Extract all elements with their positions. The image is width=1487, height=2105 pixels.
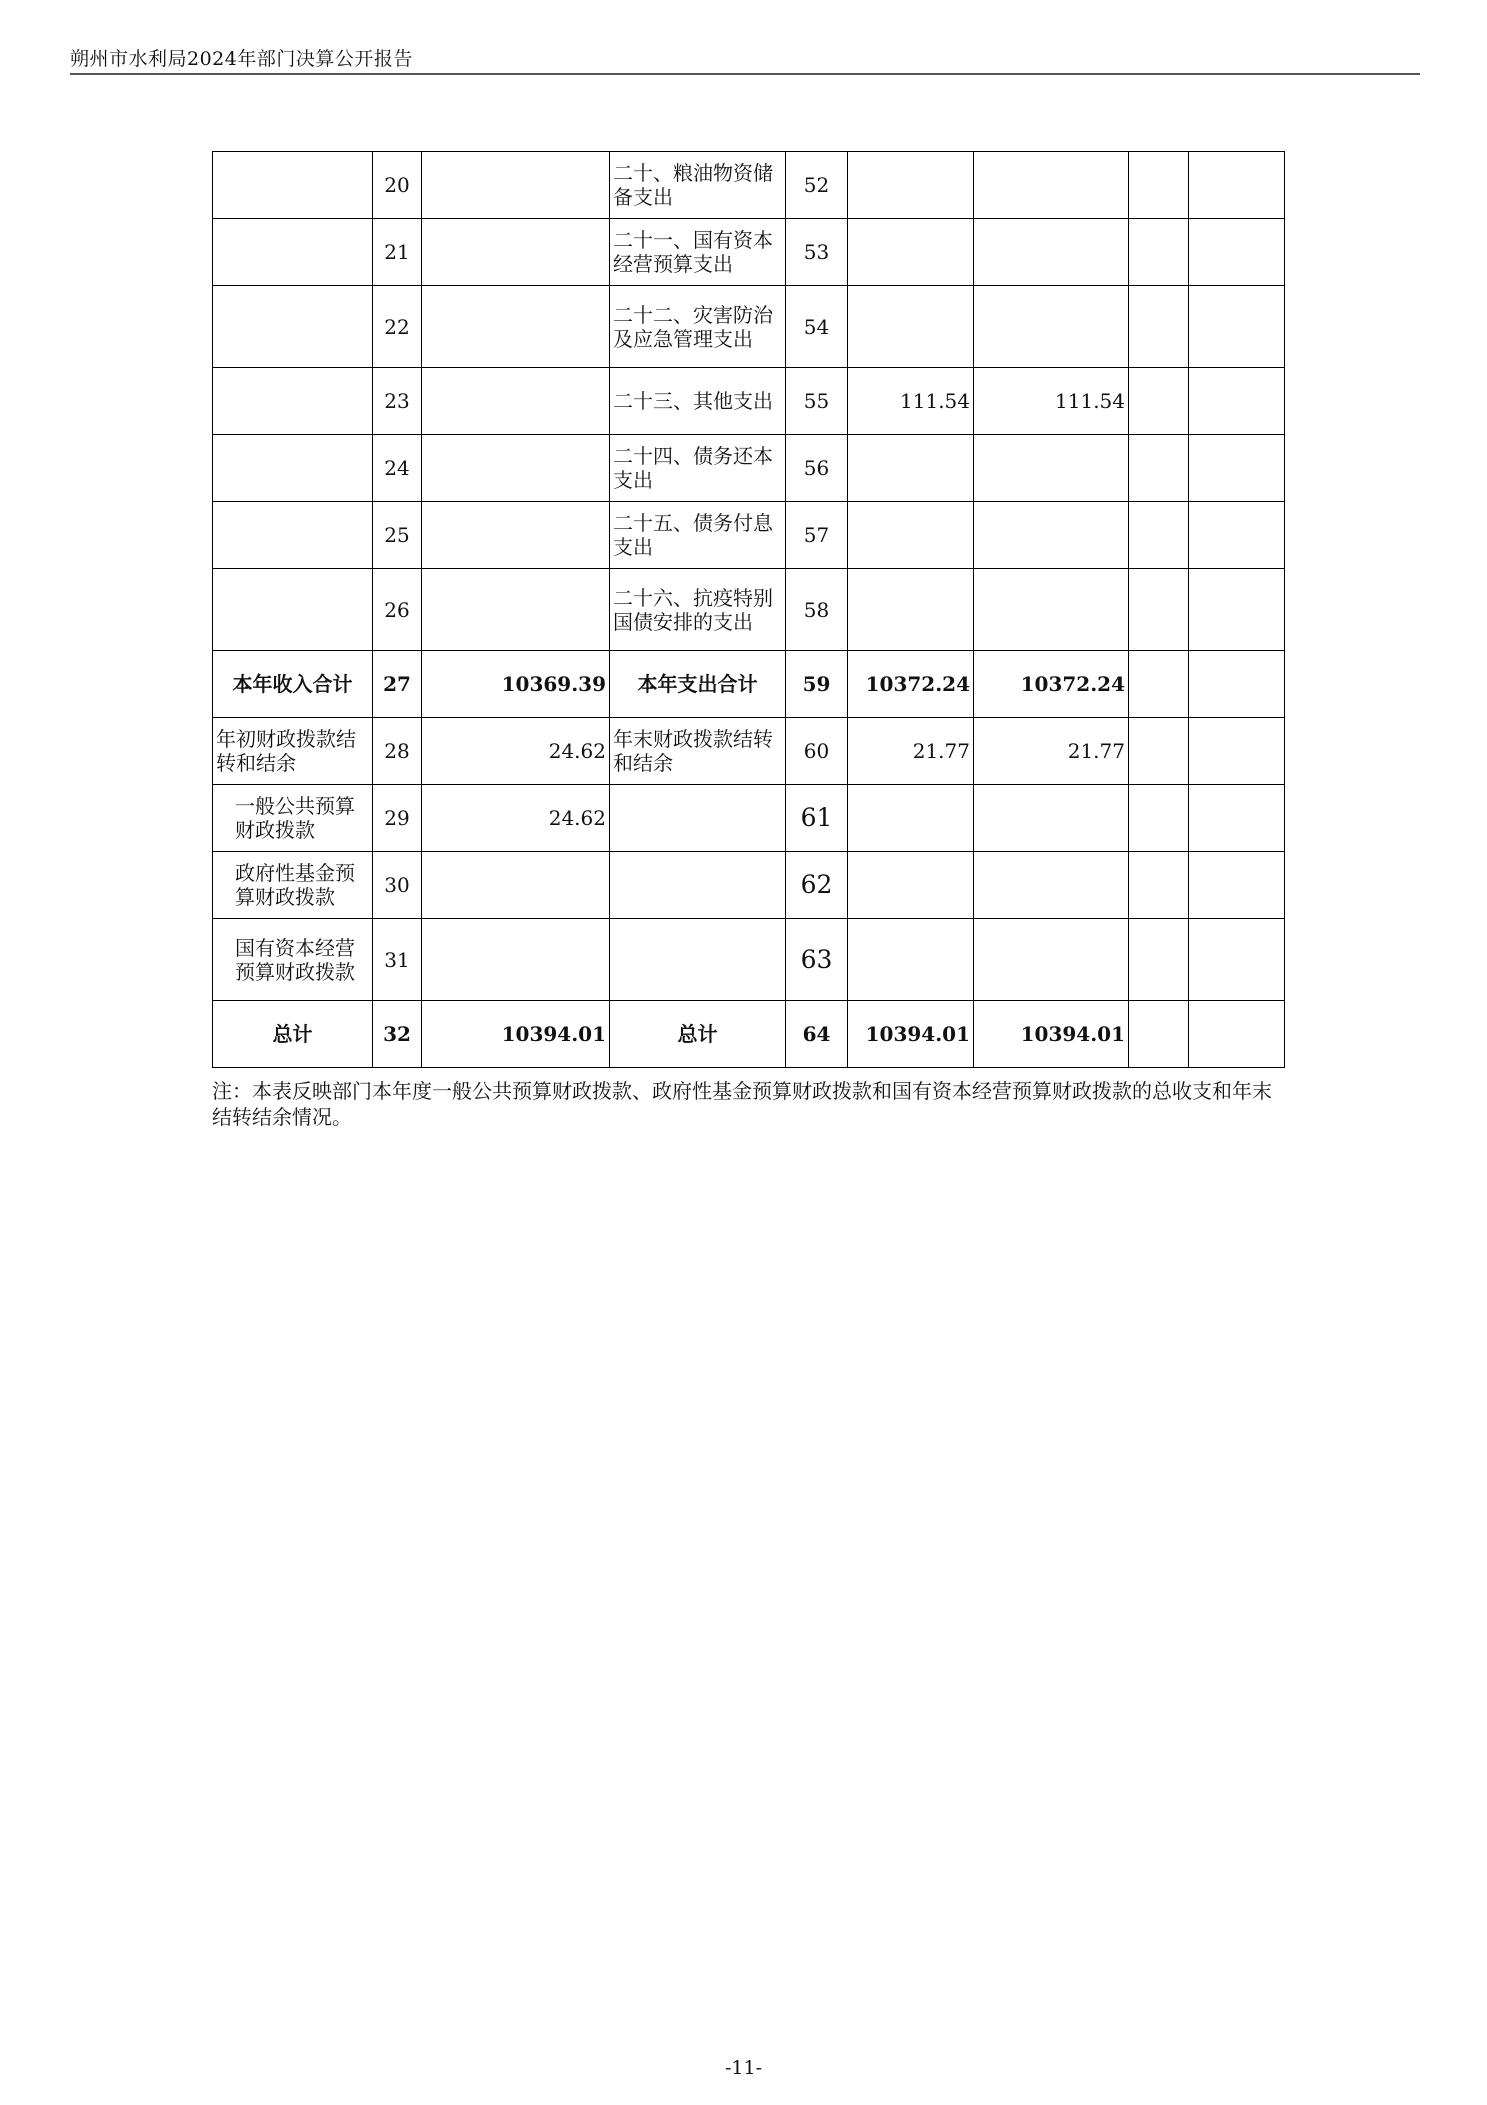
income-row-number-cell: 30 <box>373 852 422 919</box>
income-item-cell <box>213 368 373 435</box>
income-row-number-cell: 25 <box>373 502 422 569</box>
fund-budget-cell <box>1129 785 1189 852</box>
income-item-cell <box>213 152 373 219</box>
state-capital-budget-cell <box>1189 152 1285 219</box>
general-budget-cell <box>974 785 1129 852</box>
state-capital-budget-cell <box>1189 1001 1285 1068</box>
expense-row-number-cell: 52 <box>786 152 848 219</box>
expense-total-cell: 10372.24 <box>848 651 974 718</box>
expense-row-number-cell: 53 <box>786 219 848 286</box>
expense-total-cell <box>848 219 974 286</box>
expense-row-number-cell: 56 <box>786 435 848 502</box>
income-row-number-cell: 29 <box>373 785 422 852</box>
general-budget-cell <box>974 286 1129 368</box>
income-row-number-cell: 20 <box>373 152 422 219</box>
income-item-cell: 总计 <box>213 1001 373 1068</box>
fund-budget-cell <box>1129 435 1189 502</box>
general-budget-cell <box>974 435 1129 502</box>
general-budget-cell <box>974 569 1129 651</box>
expense-total-cell: 21.77 <box>848 718 974 785</box>
table-row <box>213 368 1285 435</box>
table-row <box>213 152 1285 219</box>
expense-item-cell: 年末财政拨款结转和结余 <box>610 718 786 785</box>
expense-item-cell: 总计 <box>610 1001 786 1068</box>
expense-row-number-cell: 55 <box>786 368 848 435</box>
expense-item-cell: 二十三、其他支出 <box>610 368 786 435</box>
expense-item-cell: 二十一、国有资本经营预算支出 <box>610 219 786 286</box>
fund-budget-cell <box>1129 569 1189 651</box>
income-item-cell: 年初财政拨款结转和结余 <box>213 718 373 785</box>
fiscal-summary-table <box>212 151 1285 1068</box>
state-capital-budget-cell <box>1189 435 1285 502</box>
expense-total-cell <box>848 852 974 919</box>
general-budget-cell: 10394.01 <box>974 1001 1129 1068</box>
table-row <box>213 502 1285 569</box>
state-capital-budget-cell <box>1189 368 1285 435</box>
expense-row-number-cell: 61 <box>786 785 848 852</box>
fund-budget-cell <box>1129 152 1189 219</box>
expense-row-number-cell: 57 <box>786 502 848 569</box>
state-capital-budget-cell <box>1189 651 1285 718</box>
expense-row-number-cell: 62 <box>786 852 848 919</box>
fund-budget-cell <box>1129 1001 1189 1068</box>
income-row-number-cell: 27 <box>373 651 422 718</box>
table-row <box>213 1001 1285 1068</box>
expense-item-cell: 二十二、灾害防治及应急管理支出 <box>610 286 786 368</box>
general-budget-cell: 21.77 <box>974 718 1129 785</box>
income-amount-cell: 24.62 <box>422 785 610 852</box>
table-row <box>213 919 1285 1001</box>
income-row-number-cell: 28 <box>373 718 422 785</box>
income-amount-cell <box>422 852 610 919</box>
income-row-number-cell: 22 <box>373 286 422 368</box>
income-amount-cell <box>422 569 610 651</box>
state-capital-budget-cell <box>1189 219 1285 286</box>
table-row <box>213 569 1285 651</box>
income-row-number-cell: 21 <box>373 219 422 286</box>
income-amount-cell: 10369.39 <box>422 651 610 718</box>
income-row-number-cell: 31 <box>373 919 422 1001</box>
income-amount-cell: 10394.01 <box>422 1001 610 1068</box>
general-budget-cell <box>974 852 1129 919</box>
income-row-number-cell: 26 <box>373 569 422 651</box>
income-amount-cell <box>422 919 610 1001</box>
general-budget-cell <box>974 152 1129 219</box>
expense-total-cell <box>848 286 974 368</box>
fund-budget-cell <box>1129 219 1189 286</box>
state-capital-budget-cell <box>1189 569 1285 651</box>
expense-item-cell: 二十、粮油物资储备支出 <box>610 152 786 219</box>
expense-item-cell <box>610 785 786 852</box>
expense-total-cell <box>848 152 974 219</box>
general-budget-cell: 10372.24 <box>974 651 1129 718</box>
expense-total-cell: 111.54 <box>848 368 974 435</box>
income-amount-cell <box>422 152 610 219</box>
income-item-cell <box>213 502 373 569</box>
expense-total-cell <box>848 502 974 569</box>
page-header: 朔州市水利局2024年部门决算公开报告 <box>70 48 413 70</box>
expense-total-cell <box>848 785 974 852</box>
income-item-cell: 国有资本经营预算财政拨款 <box>213 919 373 1001</box>
table-row <box>213 219 1285 286</box>
table-row <box>213 718 1285 785</box>
income-amount-cell <box>422 368 610 435</box>
income-item-cell: 一般公共预算财政拨款 <box>213 785 373 852</box>
expense-item-cell: 二十四、债务还本支出 <box>610 435 786 502</box>
fund-budget-cell <box>1129 852 1189 919</box>
expense-total-cell: 10394.01 <box>848 1001 974 1068</box>
fund-budget-cell <box>1129 502 1189 569</box>
state-capital-budget-cell <box>1189 718 1285 785</box>
general-budget-cell: 111.54 <box>974 368 1129 435</box>
income-amount-cell <box>422 286 610 368</box>
general-budget-cell <box>974 219 1129 286</box>
expense-item-cell: 二十五、债务付息支出 <box>610 502 786 569</box>
expense-row-number-cell: 59 <box>786 651 848 718</box>
income-amount-cell <box>422 502 610 569</box>
income-item-cell: 本年收入合计 <box>213 651 373 718</box>
income-row-number-cell: 24 <box>373 435 422 502</box>
table-row <box>213 651 1285 718</box>
state-capital-budget-cell <box>1189 286 1285 368</box>
table-row <box>213 852 1285 919</box>
expense-total-cell <box>848 919 974 1001</box>
expense-total-cell <box>848 435 974 502</box>
income-item-cell <box>213 569 373 651</box>
fund-budget-cell <box>1129 718 1189 785</box>
income-item-cell <box>213 286 373 368</box>
general-budget-cell <box>974 919 1129 1001</box>
header-divider <box>70 73 1420 75</box>
expense-row-number-cell: 64 <box>786 1001 848 1068</box>
fund-budget-cell <box>1129 286 1189 368</box>
expense-total-cell <box>848 569 974 651</box>
income-amount-cell <box>422 435 610 502</box>
expense-item-cell <box>610 852 786 919</box>
state-capital-budget-cell <box>1189 502 1285 569</box>
page-number: -11- <box>724 2057 763 2079</box>
expense-row-number-cell: 60 <box>786 718 848 785</box>
general-budget-cell <box>974 502 1129 569</box>
income-amount-cell: 24.62 <box>422 718 610 785</box>
fund-budget-cell <box>1129 651 1189 718</box>
income-item-cell <box>213 219 373 286</box>
income-row-number-cell: 23 <box>373 368 422 435</box>
income-item-cell: 政府性基金预算财政拨款 <box>213 852 373 919</box>
income-item-cell <box>213 435 373 502</box>
fund-budget-cell <box>1129 919 1189 1001</box>
expense-item-cell: 本年支出合计 <box>610 651 786 718</box>
table-row <box>213 435 1285 502</box>
fund-budget-cell <box>1129 368 1189 435</box>
table-body <box>213 152 1285 1068</box>
table-note: 注：本表反映部门本年度一般公共预算财政拨款、政府性基金预算财政拨款和国有资本经营预算财政拨款的总收支和年末结转结余情况。 <box>212 1079 1272 1129</box>
expense-item-cell: 二十六、抗疫特别国债安排的支出 <box>610 569 786 651</box>
income-amount-cell <box>422 219 610 286</box>
expense-item-cell <box>610 919 786 1001</box>
state-capital-budget-cell <box>1189 785 1285 852</box>
table-row <box>213 286 1285 368</box>
expense-row-number-cell: 63 <box>786 919 848 1001</box>
state-capital-budget-cell <box>1189 852 1285 919</box>
expense-row-number-cell: 54 <box>786 286 848 368</box>
income-row-number-cell: 32 <box>373 1001 422 1068</box>
table-row <box>213 785 1285 852</box>
state-capital-budget-cell <box>1189 919 1285 1001</box>
expense-row-number-cell: 58 <box>786 569 848 651</box>
